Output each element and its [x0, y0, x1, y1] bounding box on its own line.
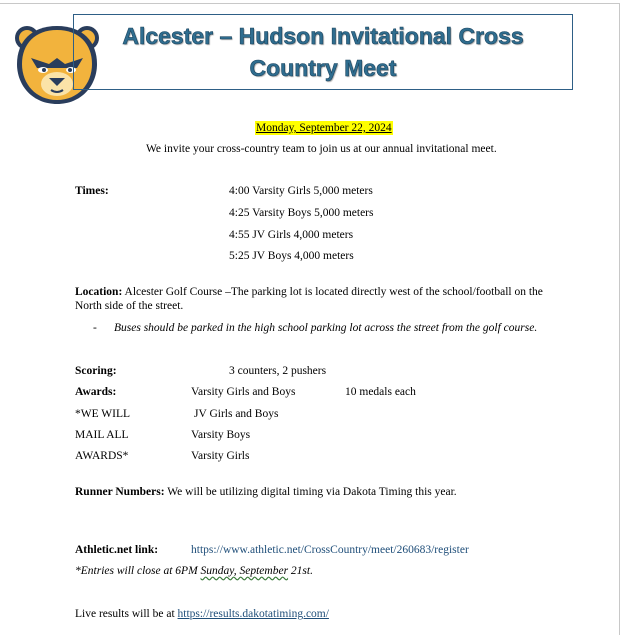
- location-line-1: [75, 285, 543, 299]
- location-line-2: North side of the street.: [75, 300, 184, 312]
- bullet-dash: -: [93, 322, 97, 334]
- award-value: Varsity Girls and Boys: [191, 386, 296, 398]
- live-results-line: [75, 607, 329, 621]
- award-value: Varsity Boys: [191, 429, 251, 441]
- time-item: 5:25 JV Boys 4,000 meters: [229, 250, 354, 262]
- award-value: Varsity Girls: [191, 450, 250, 462]
- event-date: Monday, September 22, 2024: [256, 122, 392, 134]
- entries-note-prefix: *Entries will close at 6PM: [75, 565, 201, 577]
- award-value: JV Girls and Boys: [194, 408, 279, 420]
- athletic-label: Athletic.net link:: [75, 544, 159, 556]
- awards-note: MAIL ALL: [75, 429, 129, 441]
- athletic-register-link[interactable]: https://www.athletic.net/CrossCountry/meet/260683/register: [191, 544, 469, 556]
- entries-close-note: [75, 564, 313, 578]
- times-label: Times:: [75, 185, 109, 197]
- page-top-edge: [0, 3, 620, 4]
- awards-note: *WE WILL: [75, 408, 131, 420]
- scoring-label: Scoring:: [75, 365, 117, 377]
- awards-label: Awards:: [75, 386, 117, 398]
- title-line-1: Alcester – Hudson Invitational Cross: [122, 23, 524, 49]
- runner-numbers-label: Runner Numbers:: [75, 486, 165, 498]
- time-item: 4:00 Varsity Girls 5,000 meters: [229, 185, 373, 197]
- scoring-value: 3 counters, 2 pushers: [229, 365, 327, 377]
- medals-note: 10 medals each: [345, 386, 416, 398]
- page-title: [122, 20, 523, 84]
- location-text: Alcester Golf Course –The parking lot is located directly west of the school/football on the: [124, 286, 543, 298]
- runner-numbers-text: We will be utilizing digital timing via Dakota Timing this year.: [167, 486, 457, 498]
- invite-text: We invite your cross-country team to join us at our annual invitational meet.: [146, 143, 497, 155]
- bus-parking-note: Buses should be parked in the high school parking lot across the street from the golf course.: [114, 322, 538, 334]
- page-right-edge: [619, 3, 620, 635]
- runner-numbers-line: [75, 485, 457, 499]
- title-line-2: Country Meet: [249, 55, 397, 81]
- entries-note-suffix: 21st.: [288, 565, 313, 577]
- live-results-link[interactable]: https://results.dakotatiming.com/: [177, 608, 329, 620]
- live-results-text: Live results will be at: [75, 608, 178, 620]
- awards-note: AWARDS*: [75, 450, 129, 462]
- time-item: 4:55 JV Girls 4,000 meters: [229, 229, 354, 241]
- title-box: [73, 14, 573, 90]
- time-item: 4:25 Varsity Boys 5,000 meters: [229, 207, 374, 219]
- entries-note-date: Sunday, September: [200, 565, 289, 577]
- location-label: Location:: [75, 286, 123, 298]
